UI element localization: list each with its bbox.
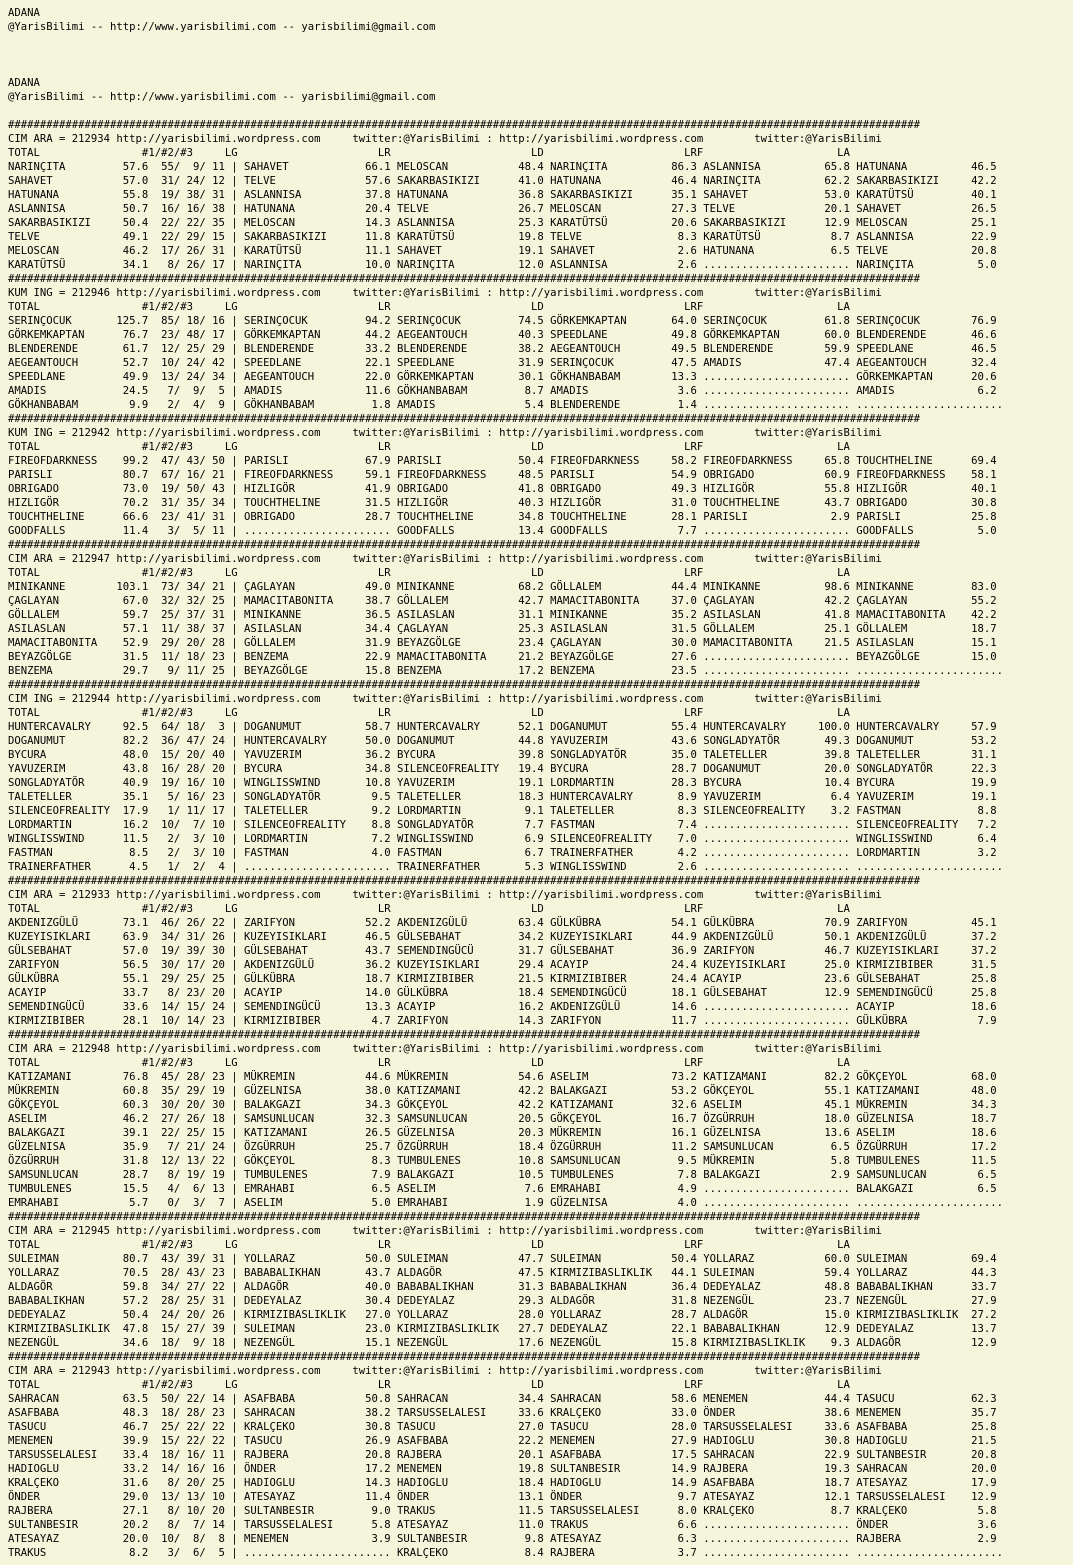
report-line: ÖZGÜRRUH 31.8 12/ 13/ 22 | GÖKÇEYOL 8.3 TUMBULENES 10.8 SAMSUNLUCAN 9.5 MÜKREMIN 5.8 TUMBULENES 11.5 <box>8 1155 997 1167</box>
blank-line <box>8 62 1073 76</box>
report-line: ÇAGLAYAN 67.0 32/ 32/ 25 | MAMACITABONITA 38.7 GÖLLALEM 42.7 MAMACITABONITA 37.0 ÇAGLAYAN 42.2 ÇAGLAYAN 55.2 <box>8 595 997 607</box>
report-line: BABABALIKHAN 57.2 28/ 25/ 31 | DEDEYALAZ 30.4 DEDEYALAZ 29.3 ALDAGÖR 31.8 NEZENGÜL 23.7 NEZENGÜL 27.9 <box>8 1295 997 1307</box>
report-line: SULTANBESIR 20.2 8/ 7/ 14 | TARSUSSELALESI 5.8 ATESAYAZ 11.0 TRAKUS 6.6 ....................... ÖNDER 3.6 <box>8 1519 997 1531</box>
report-line: PARISLI 80.7 67/ 16/ 21 | FIREOFDARKNESS 59.1 FIREOFDARKNESS 48.5 PARISLI 54.9 OBRIGADO 60.9 FIREOFDARKNESS 58.1 <box>8 469 997 481</box>
race-header-line: CIM ARA = 212943 http://yarisbilimi.wordpress.com twitter:@YarisBilimi : http://yarisbilimi.wordpress.com twitter:@YarisBilimi <box>8 1365 882 1377</box>
report-line: AMADIS 24.5 7/ 9/ 5 | AMADIS 11.6 GÖKHANBABAM 8.7 AMADIS 3.6 ....................... AMADIS 6.2 <box>8 385 997 397</box>
separator-line: ############################################################################################################################################### <box>8 679 921 691</box>
report-line: GÜLSEBAHAT 57.0 19/ 39/ 30 | GÜLSEBAHAT 43.7 SEMENDINGÜCÜ 31.7 GÜLSEBAHAT 36.9 ZARIFYON 46.7 KUZEYISIKLARI 37.2 <box>8 945 997 957</box>
report-line: LORDMARTIN 16.2 10/ 7/ 10 | SILENCEOFREALITY 8.8 SONGLADYATÖR 7.7 FASTMAN 7.4 ....................... SILENCEOFREALITY 7.2 <box>8 819 997 831</box>
report-line: DEDEYALAZ 50.4 24/ 20/ 26 | KIRMIZIBASLIKLIK 27.0 YOLLARAZ 28.0 YOLLARAZ 28.7 ALDAGÖR 15.0 KIRMIZIBASLIKLIK 27.2 <box>8 1309 997 1321</box>
column-header-line: TOTAL #1/#2/#3 LG LR LD LRF LA <box>8 301 850 313</box>
report-line: HATUNANA 55.8 19/ 38/ 31 | ASLANNISA 37.8 HATUNANA 36.8 SAKARBASIKIZI 35.1 SAHAVET 53.0 KARATÜTSÜ 40.1 <box>8 189 997 201</box>
report-line: BLENDERENDE 61.7 12/ 25/ 29 | BLENDERENDE 33.2 BLENDERENDE 38.2 AEGEANTOUCH 49.5 BLENDERENDE 59.9 SPEEDLANE 46.5 <box>8 343 997 355</box>
report-line: TRAINERFATHER 4.5 1/ 2/ 4 | ....................... TRAINERFATHER 5.3 WINGLISSWIND 2.6 ....................... ....................... <box>8 861 1003 873</box>
report-line: EMRAHABI 5.7 0/ 3/ 7 | ASELIM 5.0 EMRAHABI 1.9 GÜZELNISA 4.0 ....................... ....................... <box>8 1197 1003 1209</box>
race-header-line: CIM ARA = 212945 http://yarisbilimi.wordpress.com twitter:@YarisBilimi : http://yarisbilimi.wordpress.com twitter:@YarisBilimi <box>8 1225 882 1237</box>
report-line: SAHAVET 57.0 31/ 24/ 12 | TELVE 57.6 SAKARBASIKIZI 41.0 HATUNANA 46.4 NARINÇITA 62.2 SAKARBASIKIZI 42.2 <box>8 175 997 187</box>
report-line: AKDENIZGÜLÜ 73.1 46/ 26/ 22 | ZARIFYON 52.2 AKDENIZGÜLÜ 63.4 GÜLKÜBRA 54.1 GÜLKÜBRA 70.9 ZARIFYON 45.1 <box>8 917 997 929</box>
separator-line: ############################################################################################################################################### <box>8 273 921 285</box>
report-line: ASLANNISA 50.7 16/ 16/ 38 | HATUNANA 20.4 TELVE 26.7 MELOSCAN 27.3 TELVE 20.1 SAHAVET 26.5 <box>8 203 997 215</box>
report-line: MINIKANNE 103.1 73/ 34/ 21 | ÇAGLAYAN 49.0 MINIKANNE 68.2 GÖLLALEM 44.4 MINIKANNE 98.6 MINIKANNE 83.0 <box>8 581 997 593</box>
report-line: KUZEYISIKLARI 63.9 34/ 31/ 26 | KUZEYISIKLARI 46.5 GÜLSEBAHAT 34.2 KUZEYISIKLARI 44.9 AKDENIZGÜLÜ 50.1 AKDENIZGÜLÜ 37.2 <box>8 931 997 943</box>
report-line: HADIOGLU 33.2 14/ 16/ 16 | ÖNDER 17.2 MENEMEN 19.8 SULTANBESIR 14.9 RAJBERA 19.3 SAHRACAN 20.0 <box>8 1463 997 1475</box>
report-line: TOUCHTHELINE 66.6 23/ 41/ 31 | OBRIGADO 28.7 TOUCHTHELINE 34.8 TOUCHTHELINE 28.1 PARISLI 2.9 PARISLI 25.8 <box>8 511 997 523</box>
report-line: GÖRKEMKAPTAN 76.7 23/ 48/ 17 | GÖRKEMKAPTAN 44.2 AEGEANTOUCH 40.3 SPEEDLANE 49.8 GÖRKEMKAPTAN 60.0 BLENDERENDE 46.6 <box>8 329 997 341</box>
report-line: NEZENGÜL 34.6 18/ 9/ 18 | NEZENGÜL 15.1 NEZENGÜL 17.6 NEZENGÜL 15.8 KIRMIZIBASLIKLIK 9.3 ALDAGÖR 12.9 <box>8 1337 997 1349</box>
race-tables <box>8 76 1073 1560</box>
separator-line: ############################################################################################################################################### <box>8 539 921 551</box>
report-line: MAMACITABONITA 52.9 29/ 20/ 28 | GÖLLALEM 31.9 BEYAZGÖLGE 23.4 ÇAGLAYAN 30.0 MAMACITABONITA 21.5 ASILASLAN 15.1 <box>8 637 997 649</box>
race-header-line: CIM ING = 212944 http://yarisbilimi.wordpress.com twitter:@YarisBilimi : http://yarisbilimi.wordpress.com twitter:@YarisBilimi <box>8 693 882 705</box>
report-line: SAHRACAN 63.5 50/ 22/ 14 | ASAFBABA 50.8 SAHRACAN 34.4 SAHRACAN 58.6 MENEMEN 44.4 TASUCU 62.3 <box>8 1393 997 1405</box>
report-line: BALAKGAZI 39.1 22/ 25/ 15 | KATIZAMANI 26.5 GÜZELNISA 20.3 MÜKREMIN 16.1 GÜZELNISA 13.6 ASELIM 18.6 <box>8 1127 997 1139</box>
separator-line: ############################################################################################################################################### <box>8 1029 921 1041</box>
report-line: MÜKREMIN 60.8 35/ 29/ 19 | GÜZELNISA 38.0 KATIZAMANI 42.2 BALAKGAZI 53.2 GÖKÇEYOL 55.1 KATIZAMANI 48.0 <box>8 1085 997 1097</box>
report-line: SEMENDINGÜCÜ 33.6 14/ 15/ 24 | SEMENDINGÜCÜ 13.3 ACAYIP 16.2 AKDENIZGÜLÜ 14.6 ....................... ACAYIP 18.6 <box>8 1001 997 1013</box>
report-line: WINGLISSWIND 11.5 2/ 3/ 10 | LORDMARTIN 7.2 WINGLISSWIND 6.9 SILENCEOFREALITY 7.0 ....................... WINGLISSWIND 6.4 <box>8 833 997 845</box>
report-line: ACAYIP 33.7 8/ 23/ 20 | ACAYIP 14.0 GÜLKÜBRA 18.4 SEMENDINGÜCÜ 18.1 GÜLSEBAHAT 12.9 SEMENDINGÜCÜ 25.8 <box>8 987 997 999</box>
report-line: KRALÇEKO 31.6 8/ 20/ 25 | HADIOGLU 14.3 HADIOGLU 18.4 HADIOGLU 14.9 ASAFBABA 18.7 ATESAYAZ 17.9 <box>8 1477 997 1489</box>
report-line: ASILASLAN 57.1 11/ 38/ 37 | ASILASLAN 34.4 ÇAGLAYAN 25.3 ASILASLAN 31.5 GÖLLALEM 25.1 GÖLLALEM 18.7 <box>8 623 997 635</box>
column-header-line: TOTAL #1/#2/#3 LG LR LD LRF LA <box>8 147 850 159</box>
report-line: YAVUZERIM 43.8 16/ 28/ 20 | BYCURA 34.8 SILENCEOFREALITY 19.4 BYCURA 28.7 DOGANUMUT 20.0 SONGLADYATÖR 22.3 <box>8 763 997 775</box>
separator-line: ############################################################################################################################################### <box>8 875 921 887</box>
header-contact: @YarisBilimi -- http://www.yarisbilimi.com -- yarisbilimi@gmail.com <box>8 21 436 33</box>
column-header-line: TOTAL #1/#2/#3 LG LR LD LRF LA <box>8 707 850 719</box>
report-line: ASELIM 46.2 27/ 26/ 18 | SAMSUNLUCAN 32.3 SAMSUNLUCAN 20.5 GÖKÇEYOL 16.7 ÖZGÜRRUH 18.0 GÜZELNISA 18.7 <box>8 1113 997 1125</box>
report-line: TUMBULENES 15.5 4/ 6/ 13 | EMRAHABI 6.5 ASELIM 7.6 EMRAHABI 4.9 ....................... BALAKGAZI 6.5 <box>8 1183 997 1195</box>
report-line: GÜLKÜBRA 55.1 29/ 25/ 25 | GÜLKÜBRA 18.7 KIRMIZIBIBER 21.5 KIRMIZIBIBER 24.4 ACAYIP 23.6 GÜLSEBAHAT 25.8 <box>8 973 997 985</box>
report-line: HUNTERCAVALRY 92.5 64/ 18/ 3 | DOGANUMUT 58.7 HUNTERCAVALRY 52.1 DOGANUMUT 55.4 HUNTERCAVALRY 100.0 HUNTERCAVALRY 57.9 <box>8 721 997 733</box>
report-line: GÖLLALEM 59.7 25/ 37/ 31 | MINIKANNE 36.5 ASILASLAN 31.1 MINIKANNE 35.2 ASILASLAN 41.8 MAMACITABONITA 42.2 <box>8 609 997 621</box>
header-title: ADANA <box>8 7 40 19</box>
report-line: ASAFBABA 48.3 18/ 28/ 23 | SAHRACAN 38.2 TARSUSSELALESI 33.6 KRALÇEKO 33.0 ÖNDER 38.6 MENEMEN 35.7 <box>8 1407 997 1419</box>
blank-line <box>8 48 1073 62</box>
report-line: ZARIFYON 56.5 30/ 17/ 20 | AKDENIZGÜLÜ 36.2 KUZEYISIKLARI 29.4 ACAYIP 24.4 KUZEYISIKLARI 25.0 KIRMIZIBIBER 31.5 <box>8 959 997 971</box>
report-line: SONGLADYATÖR 40.9 19/ 16/ 10 | WINGLISSWIND 10.8 YAVUZERIM 19.1 LORDMARTIN 28.3 BYCURA 10.4 BYCURA 19.9 <box>8 777 997 789</box>
report-line: DOGANUMUT 82.2 36/ 47/ 24 | HUNTERCAVALRY 50.0 DOGANUMUT 44.8 YAVUZERIM 43.6 SONGLADYATÖR 49.3 DOGANUMUT 53.2 <box>8 735 997 747</box>
report-line: MENEMEN 39.9 15/ 22/ 22 | TASUCU 26.9 ASAFBABA 22.2 MENEMEN 27.9 HADIOGLU 30.8 HADIOGLU 21.5 <box>8 1435 997 1447</box>
report-line: NARINÇITA 57.6 55/ 9/ 11 | SAHAVET 66.1 MELOSCAN 48.4 NARINÇITA 86.3 ASLANNISA 65.8 HATUNANA 46.5 <box>8 161 997 173</box>
report-line: KIRMIZIBASLIKLIK 47.8 15/ 27/ 39 | SULEIMAN 23.0 KIRMIZIBASLIKLIK 27.7 DEDEYALAZ 22.1 BABABALIKHAN 12.9 DEDEYALAZ 13.7 <box>8 1323 997 1335</box>
column-header-line: TOTAL #1/#2/#3 LG LR LD LRF LA <box>8 567 850 579</box>
report-line: TASUCU 46.7 25/ 22/ 22 | KRALÇEKO 30.8 TASUCU 27.0 TASUCU 28.0 TARSUSSELALESI 33.6 ASAFBABA 25.8 <box>8 1421 997 1433</box>
report-line: MELOSCAN 46.2 17/ 26/ 31 | KARATÜTSÜ 11.1 SAHAVET 19.1 SAHAVET 2.6 HATUNANA 6.5 TELVE 20.8 <box>8 245 997 257</box>
report-line: BYCURA 48.0 15/ 20/ 40 | YAVUZERIM 36.2 BYCURA 39.8 SONGLADYATÖR 35.0 TALETELLER 39.8 TALETELLER 31.1 <box>8 749 997 761</box>
report-line: FASTMAN 8.5 2/ 3/ 10 | FASTMAN 4.0 FASTMAN 6.7 TRAINERFATHER 4.2 ....................... LORDMARTIN 3.2 <box>8 847 997 859</box>
report-line: GÜZELNISA 35.9 7/ 21/ 24 | ÖZGÜRRUH 25.7 ÖZGÜRRUH 18.4 ÖZGÜRRUH 11.2 SAMSUNLUCAN 6.5 ÖZGÜRRUH 17.2 <box>8 1141 997 1153</box>
report-line: SAKARBASIKIZI 50.4 22/ 22/ 35 | MELOSCAN 14.3 ASLANNISA 25.3 KARATÜTSÜ 20.6 SAKARBASIKIZI 12.9 MELOSCAN 25.1 <box>8 217 997 229</box>
column-header-line: TOTAL #1/#2/#3 LG LR LD LRF LA <box>8 1057 850 1069</box>
report-line: TARSUSSELALESI 33.4 18/ 16/ 11 | RAJBERA 20.8 RAJBERA 20.1 ASAFBABA 17.5 SAHRACAN 22.9 SULTANBESIR 20.8 <box>8 1449 997 1461</box>
race-header-line: CIM ARA = 212948 http://yarisbilimi.wordpress.com twitter:@YarisBilimi : http://yarisbilimi.wordpress.com twitter:@YarisBilimi <box>8 1043 882 1055</box>
report-line: BEYAZGÖLGE 31.5 11/ 18/ 23 | BENZEMA 22.9 MAMACITABONITA 21.2 BEYAZGÖLGE 27.6 ....................... BEYAZGÖLGE 15.0 <box>8 651 997 663</box>
separator-line: ############################################################################################################################################### <box>8 1211 921 1223</box>
race-header-line: CIM ARA = 212933 http://yarisbilimi.wordpress.com twitter:@YarisBilimi : http://yarisbilimi.wordpress.com twitter:@YarisBilimi <box>8 889 882 901</box>
report-line: AEGEANTOUCH 52.7 10/ 24/ 42 | SPEEDLANE 22.1 SPEEDLANE 31.9 SERINÇOCUK 47.5 AMADIS 47.4 AEGEANTOUCH 32.4 <box>8 357 997 369</box>
report-line: BENZEMA 29.7 9/ 11/ 25 | BEYAZGÖLGE 15.8 BENZEMA 17.2 BENZEMA 23.5 ....................... ....................... <box>8 665 1003 677</box>
race-header-line: KUM ING = 212946 http://yarisbilimi.wordpress.com twitter:@YarisBilimi : http://yarisbilimi.wordpress.com twitter:@YarisBilimi <box>8 287 882 299</box>
blank-line <box>8 104 1073 118</box>
column-header-line: TOTAL #1/#2/#3 LG LR LD LRF LA <box>8 1239 850 1251</box>
report-line: TRAKUS 8.2 3/ 6/ 5 | ....................... KRALÇEKO 8.4 RAJBERA 3.7 ....................... ....................... <box>8 1547 1003 1559</box>
report-line: OBRIGADO 73.0 19/ 50/ 43 | HIZLIGÖR 41.9 OBRIGADO 41.8 OBRIGADO 49.3 HIZLIGÖR 55.8 HIZLIGÖR 40.1 <box>8 483 997 495</box>
report-line: GÖKHANBABAM 9.9 2/ 4/ 9 | GÖKHANBABAM 1.8 AMADIS 5.4 BLENDERENDE 1.4 ....................... ....................... <box>8 399 1003 411</box>
column-header-line: TOTAL #1/#2/#3 LG LR LD LRF LA <box>8 1379 850 1391</box>
separator-line: ############################################################################################################################################### <box>8 413 921 425</box>
report-line: @YarisBilimi -- http://www.yarisbilimi.com -- yarisbilimi@gmail.com <box>8 91 436 103</box>
report-line: GÖKÇEYOL 60.3 30/ 20/ 30 | BALAKGAZI 34.3 GÖKÇEYOL 42.2 KATIZAMANI 32.6 ASELIM 45.1 MÜKREMIN 34.3 <box>8 1099 997 1111</box>
report-line: KIRMIZIBIBER 28.1 10/ 14/ 23 | KIRMIZIBIBER 4.7 ZARIFYON 14.3 ZARIFYON 11.7 ....................... GÜLKÜBRA 7.9 <box>8 1015 997 1027</box>
report-line: FIREOFDARKNESS 99.2 47/ 43/ 50 | PARISLI 67.9 PARISLI 50.4 FIREOFDARKNESS 58.2 FIREOFDARKNESS 65.8 TOUCHTHELINE 69.4 <box>8 455 997 467</box>
report-line: TALETELLER 35.1 5/ 16/ 23 | SONGLADYATÖR 9.5 TALETELLER 18.3 HUNTERCAVALRY 8.9 YAVUZERIM 6.4 YAVUZERIM 19.1 <box>8 791 997 803</box>
report-line: YOLLARAZ 70.5 28/ 43/ 23 | BABABALIKHAN 43.7 ALDAGÖR 47.5 KIRMIZIBASLIKLIK 44.1 SULEIMAN 59.4 YOLLARAZ 44.3 <box>8 1267 997 1279</box>
report-line: SAMSUNLUCAN 28.7 8/ 19/ 19 | TUMBULENES 7.9 BALAKGAZI 10.5 TUMBULENES 7.8 BALAKGAZI 2.9 SAMSUNLUCAN 6.5 <box>8 1169 997 1181</box>
race-header-line: KUM ING = 212942 http://yarisbilimi.wordpress.com twitter:@YarisBilimi : http://yarisbilimi.wordpress.com twitter:@YarisBilimi <box>8 427 882 439</box>
report-line: GOODFALLS 11.4 3/ 5/ 11 | ....................... GOODFALLS 13.4 GOODFALLS 7.7 ....................... GOODFALLS 5.0 <box>8 525 997 537</box>
report-line: TELVE 49.1 22/ 29/ 15 | SAKARBASIKIZI 11.8 KARATÜTSÜ 19.8 TELVE 8.3 KARATÜTSÜ 8.7 ASLANNISA 22.9 <box>8 231 997 243</box>
race-header-line: CIM ARA = 212947 http://yarisbilimi.wordpress.com twitter:@YarisBilimi : http://yarisbilimi.wordpress.com twitter:@YarisBilimi <box>8 553 882 565</box>
report-line: RAJBERA 27.1 8/ 10/ 20 | SULTANBESIR 9.0 TRAKUS 11.5 TARSUSSELALESI 8.0 KRALÇEKO 8.7 KRALÇEKO 5.8 <box>8 1505 997 1517</box>
separator-line: ############################################################################################################################################### <box>8 1351 921 1363</box>
separator-line: ############################################################################################################################################### <box>8 119 921 131</box>
report-line: ADANA <box>8 77 40 89</box>
blank-line <box>8 34 1073 48</box>
report-line: SULEIMAN 80.7 43/ 39/ 31 | YOLLARAZ 50.0 SULEIMAN 47.7 SULEIMAN 50.4 YOLLARAZ 60.0 SULEIMAN 69.4 <box>8 1253 997 1265</box>
report-line: SPEEDLANE 49.9 13/ 24/ 34 | AEGEANTOUCH 22.0 GÖRKEMKAPTAN 30.1 GÖKHANBABAM 13.3 ....................... GÖRKEMKAPTAN 20.6 <box>8 371 997 383</box>
report-line: KATIZAMANI 76.8 45/ 28/ 23 | MÜKREMIN 44.6 MÜKREMIN 54.6 ASELIM 73.2 KATIZAMANI 82.2 GÖKÇEYOL 68.0 <box>8 1071 997 1083</box>
race-header-line: CIM ARA = 212934 http://yarisbilimi.wordpress.com twitter:@YarisBilimi : http://yarisbilimi.wordpress.com twitter:@YarisBilimi <box>8 133 882 145</box>
report-line: ALDAGÖR 59.8 34/ 27/ 22 | ALDAGÖR 40.0 BABABALIKHAN 31.3 BABABALIKHAN 36.4 DEDEYALAZ 48.8 BABABALIKHAN 33.7 <box>8 1281 997 1293</box>
report-line: ÖNDER 29.0 13/ 13/ 10 | ATESAYAZ 11.4 ÖNDER 13.1 ÖNDER 9.7 ATESAYAZ 12.1 TARSUSSELALESI 12.9 <box>8 1491 997 1503</box>
column-header-line: TOTAL #1/#2/#3 LG LR LD LRF LA <box>8 441 850 453</box>
report-line: SERINÇOCUK 125.7 85/ 18/ 16 | SERINÇOCUK 94.2 SERINÇOCUK 74.5 GÖRKEMKAPTAN 64.0 SERINÇOCUK 61.8 SERINÇOCUK 76.9 <box>8 315 997 327</box>
report-line: HIZLIGÖR 70.2 31/ 35/ 34 | TOUCHTHELINE 31.5 HIZLIGÖR 40.3 HIZLIGÖR 31.0 TOUCHTHELINE 43.7 OBRIGADO 30.8 <box>8 497 997 509</box>
column-header-line: TOTAL #1/#2/#3 LG LR LD LRF LA <box>8 903 850 915</box>
report-line: SILENCEOFREALITY 17.9 1/ 11/ 17 | TALETELLER 9.2 LORDMARTIN 9.1 TALETELLER 8.3 SILENCEOFREALITY 3.2 FASTMAN 8.8 <box>8 805 997 817</box>
report-line: KARATÜTSÜ 34.1 8/ 26/ 17 | NARINÇITA 10.0 NARINÇITA 12.0 ASLANNISA 2.6 ....................... NARINÇITA 5.0 <box>8 259 997 271</box>
report-line: ATESAYAZ 20.0 10/ 8/ 8 | MENEMEN 3.9 SULTANBESIR 9.8 ATESAYAZ 6.3 ....................... RAJBERA 2.9 <box>8 1533 997 1545</box>
